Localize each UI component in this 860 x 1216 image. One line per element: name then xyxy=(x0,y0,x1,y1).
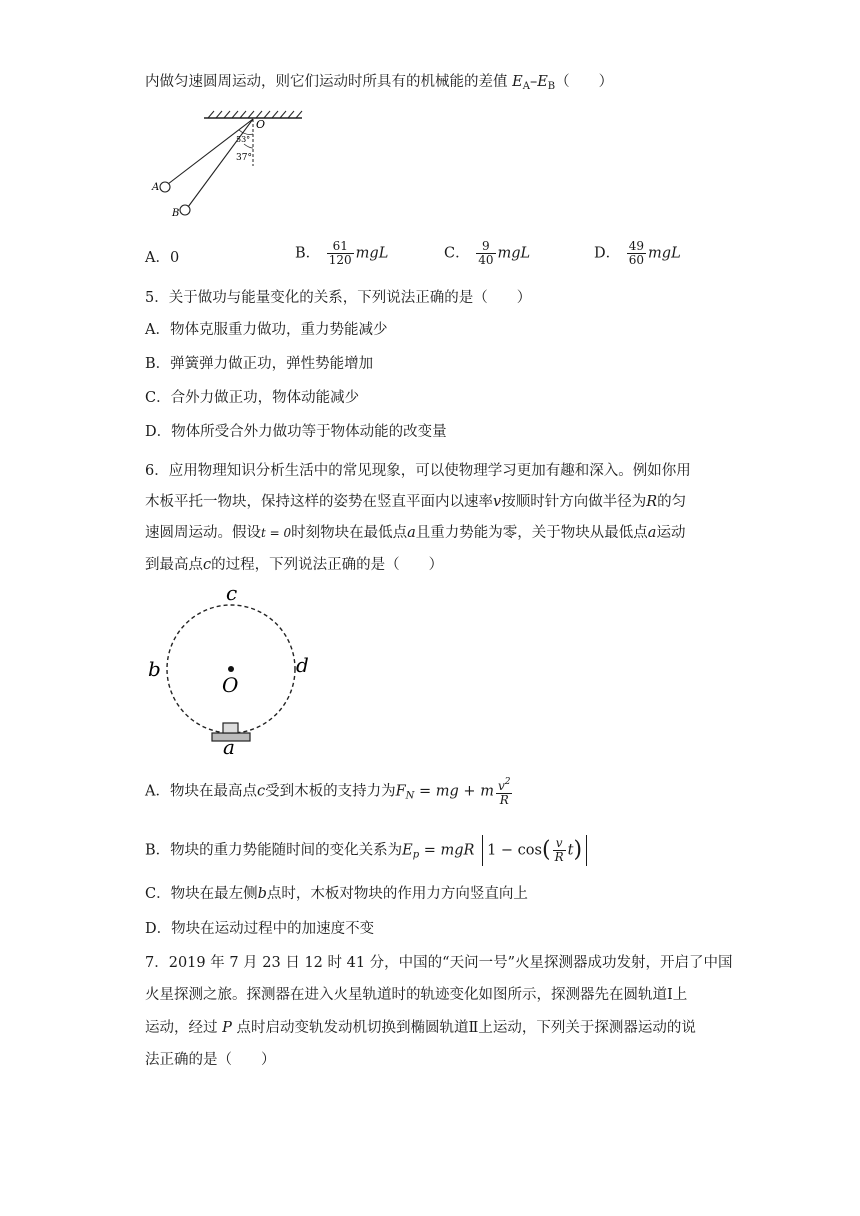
var-t: t xyxy=(567,842,574,859)
q5-option-a[interactable]: A．物体克服重力做功，重力势能减少 xyxy=(145,322,388,338)
q5-option-d[interactable]: D．物体所受合外力做功等于物体动能的改变量 xyxy=(145,424,447,440)
string-a xyxy=(168,119,253,184)
q6-stem-line-2 xyxy=(145,492,686,512)
numerator: v xyxy=(497,779,505,793)
text: 到最高点 xyxy=(145,557,203,573)
q5-option-b[interactable]: B．弹簧弹力做正功，弹性势能增加 xyxy=(145,356,374,372)
text: C．物块在最左侧 xyxy=(145,886,258,902)
text: 时刻物块在最低点 xyxy=(291,525,408,541)
equation: = mgR xyxy=(419,842,475,859)
denominator: 40 xyxy=(478,253,494,267)
q4-option-b[interactable] xyxy=(295,240,388,267)
label-o: O xyxy=(222,673,239,697)
text: 点时，木板对物块的作用力方向竖直向上 xyxy=(266,886,528,902)
q4-energy-symbol-2: E xyxy=(537,74,548,90)
q5-option-c[interactable]: C．合外力做正功，物体动能减少 xyxy=(145,390,360,406)
text: 的匀 xyxy=(657,494,687,510)
numerator: v xyxy=(555,836,563,850)
label-b: B xyxy=(172,208,180,219)
text: 运动 xyxy=(656,525,686,541)
q4-pendulum-figure xyxy=(140,108,310,226)
equation: = mg + m xyxy=(414,783,494,800)
q6-option-a[interactable] xyxy=(145,776,514,807)
text: 的过程，下列说法正确的是（ ） xyxy=(211,557,444,573)
fraction xyxy=(476,240,495,267)
var-f: F xyxy=(395,783,406,800)
bracket-expression: 1 − cos( $\frac{v}{R}$ t) xyxy=(482,835,587,866)
ball-b xyxy=(180,205,190,215)
label-b: b xyxy=(148,657,161,681)
var-b: b xyxy=(257,886,267,902)
expression: 1 − cos xyxy=(487,842,542,859)
option-unit: mgL xyxy=(497,245,531,262)
q7-stem-line-4: 法正确的是（ ） xyxy=(145,1052,276,1068)
option-unit: mgL xyxy=(355,245,389,262)
var-c: c xyxy=(256,783,266,800)
label-a: a xyxy=(223,735,235,757)
string-b xyxy=(188,119,253,207)
option-unit: mgL xyxy=(648,245,681,262)
q4-subscript-b: B xyxy=(547,81,556,92)
q4-energy-symbol: E xyxy=(512,74,523,90)
q6-stem-line-1: 6．应用物理知识分析生活中的常见现象，可以使物理学习更加有趣和深入。例如你用 xyxy=(145,463,691,479)
text: B．物块的重力势能随时间的变化关系为 xyxy=(145,842,403,859)
subscript-n: N xyxy=(405,790,415,802)
text: 运动，经过 xyxy=(145,1020,223,1036)
option-letter: C． xyxy=(444,245,470,262)
option-letter: B． xyxy=(295,245,321,262)
denominator: R xyxy=(496,793,513,807)
ceiling-hatch xyxy=(208,111,302,118)
superscript: 2 xyxy=(504,777,511,787)
fraction xyxy=(327,240,354,267)
label-d: d xyxy=(296,653,309,677)
fraction xyxy=(496,776,513,807)
text: 且重力势能为零，关于物块从最低点 xyxy=(415,525,648,541)
numerator: 9 xyxy=(482,239,490,253)
subscript-p: p xyxy=(412,849,420,861)
option-value: 0 xyxy=(169,250,180,266)
ball-a xyxy=(160,182,170,192)
text: A．物块在最高点 xyxy=(145,783,257,800)
q4-option-c[interactable] xyxy=(444,240,530,267)
q7-stem-line-2: 火星探测之旅。探测器在进入火星轨道时的轨迹变化如图所示，探测器先在圆轨道Ⅰ上 xyxy=(145,987,688,1003)
q4-option-d[interactable] xyxy=(594,240,681,267)
numerator: 61 xyxy=(332,239,348,253)
q4-stem xyxy=(145,72,613,97)
denominator: 60 xyxy=(628,253,645,267)
fraction xyxy=(627,240,646,267)
q6-stem-line-4 xyxy=(145,555,443,575)
var-p: P xyxy=(222,1020,232,1036)
angle-label-small: 53° xyxy=(236,135,251,144)
numerator: 49 xyxy=(628,239,645,253)
q4-subscript-a: A xyxy=(522,81,530,92)
var-e: E xyxy=(402,842,413,859)
label-c: c xyxy=(226,582,238,605)
text: 按顺时针方向做半径为 xyxy=(501,494,647,510)
label-o: O xyxy=(256,118,266,131)
block xyxy=(223,723,238,733)
q6-option-c[interactable] xyxy=(145,884,528,904)
angle-arc-large xyxy=(244,144,253,148)
text: 速圆周运动。假设 xyxy=(145,525,261,541)
q5-stem: 5．关于做功与能量变化的关系，下列说法正确的是（ ） xyxy=(145,290,532,306)
option-letter: A． xyxy=(145,250,170,266)
var-a-2: a xyxy=(647,525,657,541)
q6-option-b[interactable] xyxy=(145,835,587,866)
q4-dash: – xyxy=(529,74,538,90)
q7-stem-line-3 xyxy=(145,1018,696,1038)
text: 点时启动变轨发动机切换到椭圆轨道Ⅱ上运动，下列关于探测器运动的说 xyxy=(231,1020,696,1036)
var-t0: t = 0 xyxy=(261,526,292,540)
denominator: R xyxy=(554,850,564,864)
var-v: v xyxy=(493,494,502,510)
text: 受到木板的支持力为 xyxy=(265,783,396,800)
denominator: 120 xyxy=(328,253,352,267)
option-letter: D． xyxy=(594,245,621,262)
angle-arc-small xyxy=(239,130,253,135)
var-a: a xyxy=(407,525,416,541)
q4-answer-paren: （ ） xyxy=(555,74,614,90)
q7-stem-line-1: 7．2019 年 7 月 23 日 12 时 41 分，中国的“天问一号”火星探测器成功发射，开启了中国 xyxy=(145,955,733,971)
text: 木板平托一物块，保持这样的姿势在竖直平面内以速率 xyxy=(145,494,493,510)
angle-label-large: 37° xyxy=(236,153,252,163)
label-a: A xyxy=(152,182,160,193)
center-dot xyxy=(228,666,234,672)
var-r: R xyxy=(646,494,658,510)
q6-circle-figure xyxy=(140,582,330,757)
fraction xyxy=(553,837,566,864)
q4-option-a[interactable] xyxy=(145,248,179,268)
q6-stem-line-3 xyxy=(145,523,685,543)
q6-option-d[interactable]: D．物块在运动过程中的加速度不变 xyxy=(145,921,375,937)
q4-stem-text: 内做匀速圆周运动，则它们运动时所具有的机械能的差值 xyxy=(145,74,513,90)
var-c: c xyxy=(203,557,212,573)
